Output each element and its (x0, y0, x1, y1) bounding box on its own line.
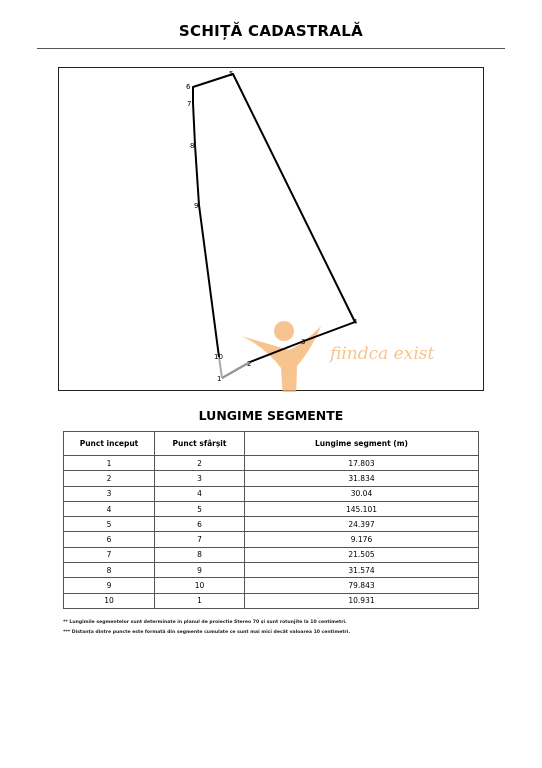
table-row (64, 593, 479, 608)
cell-end: 4 (155, 486, 245, 501)
parcel-boundary (193, 74, 355, 378)
table-row (64, 501, 479, 516)
cell-length: 9.176 (245, 532, 479, 547)
title-divider (37, 48, 505, 49)
point-label-1: 1 (217, 375, 222, 383)
sketch-frame (58, 67, 484, 391)
table-row (64, 517, 479, 532)
point-label-6: 6 (186, 83, 191, 91)
page-title: SCHIȚĂ CADASTRALĂ (178, 22, 364, 40)
watermark-text: fiindca exist (330, 344, 435, 364)
point-label-8: 8 (190, 142, 195, 150)
cell-end: 7 (155, 532, 245, 547)
table-row (64, 456, 479, 471)
cell-start: 1 (64, 456, 155, 471)
segment-1-2 (222, 362, 250, 378)
cell-end: 6 (155, 517, 245, 532)
cell-length: 10.931 (245, 593, 479, 608)
table-row (64, 547, 479, 562)
table-row (64, 471, 479, 486)
cell-end: 8 (155, 547, 245, 562)
cell-start: 10 (64, 593, 155, 608)
cell-length: 31.834 (245, 471, 479, 486)
cell-start: 5 (64, 517, 155, 532)
cell-start: 3 (64, 486, 155, 501)
cell-start: 6 (64, 532, 155, 547)
header-start-point: Punct inceput (64, 432, 155, 456)
point-label-4: 4 (353, 318, 358, 326)
cell-start: 4 (64, 501, 155, 516)
watermark-logo (241, 321, 434, 392)
cell-length: 24.397 (245, 517, 479, 532)
header-end-point: Punct sfârșit (155, 432, 245, 456)
table-row (64, 486, 479, 501)
footnotes (63, 618, 503, 638)
segments-table (63, 431, 479, 609)
cell-length: 145.101 (245, 501, 479, 516)
cell-start: 8 (64, 563, 155, 578)
header-segment-length: Lungime segment (m) (245, 432, 479, 456)
footnote-rounding: ** Lungimile segmentelor sunt determinate in planul de proiectie Stereo 70 și sunt rotunjite la 10 centimetri. (63, 620, 347, 625)
cell-start: 7 (64, 547, 155, 562)
cell-length: 31.574 (245, 563, 479, 578)
point-label-9: 9 (194, 202, 199, 210)
cell-end: 1 (155, 593, 245, 608)
table-row (64, 563, 479, 578)
cell-length: 30.04 (245, 486, 479, 501)
cell-start: 2 (64, 471, 155, 486)
point-label-10: 10 (214, 353, 223, 361)
cell-end: 10 (155, 578, 245, 593)
table-header-row (64, 432, 479, 456)
table-row (64, 578, 479, 593)
cell-start: 9 (64, 578, 155, 593)
cell-end: 3 (155, 471, 245, 486)
segments-title: LUNGIME SEGMENTE (198, 408, 344, 423)
parcel-sketch (59, 68, 485, 392)
table-row (64, 532, 479, 547)
point-label-5: 5 (229, 70, 234, 78)
footnote-cumulated: *** Distanța dintre puncte este formată din segmente cumulate ce sunt mai mici decât valoarea 10 centimetri. (63, 630, 351, 635)
cell-length: 17.803 (245, 456, 479, 471)
point-label-7: 7 (187, 100, 192, 108)
point-label-2: 2 (247, 360, 252, 368)
point-label-3: 3 (301, 338, 306, 346)
cell-length: 79.843 (245, 578, 479, 593)
cell-length: 21.505 (245, 547, 479, 562)
cell-end: 9 (155, 563, 245, 578)
cell-end: 5 (155, 501, 245, 516)
cell-end: 2 (155, 456, 245, 471)
